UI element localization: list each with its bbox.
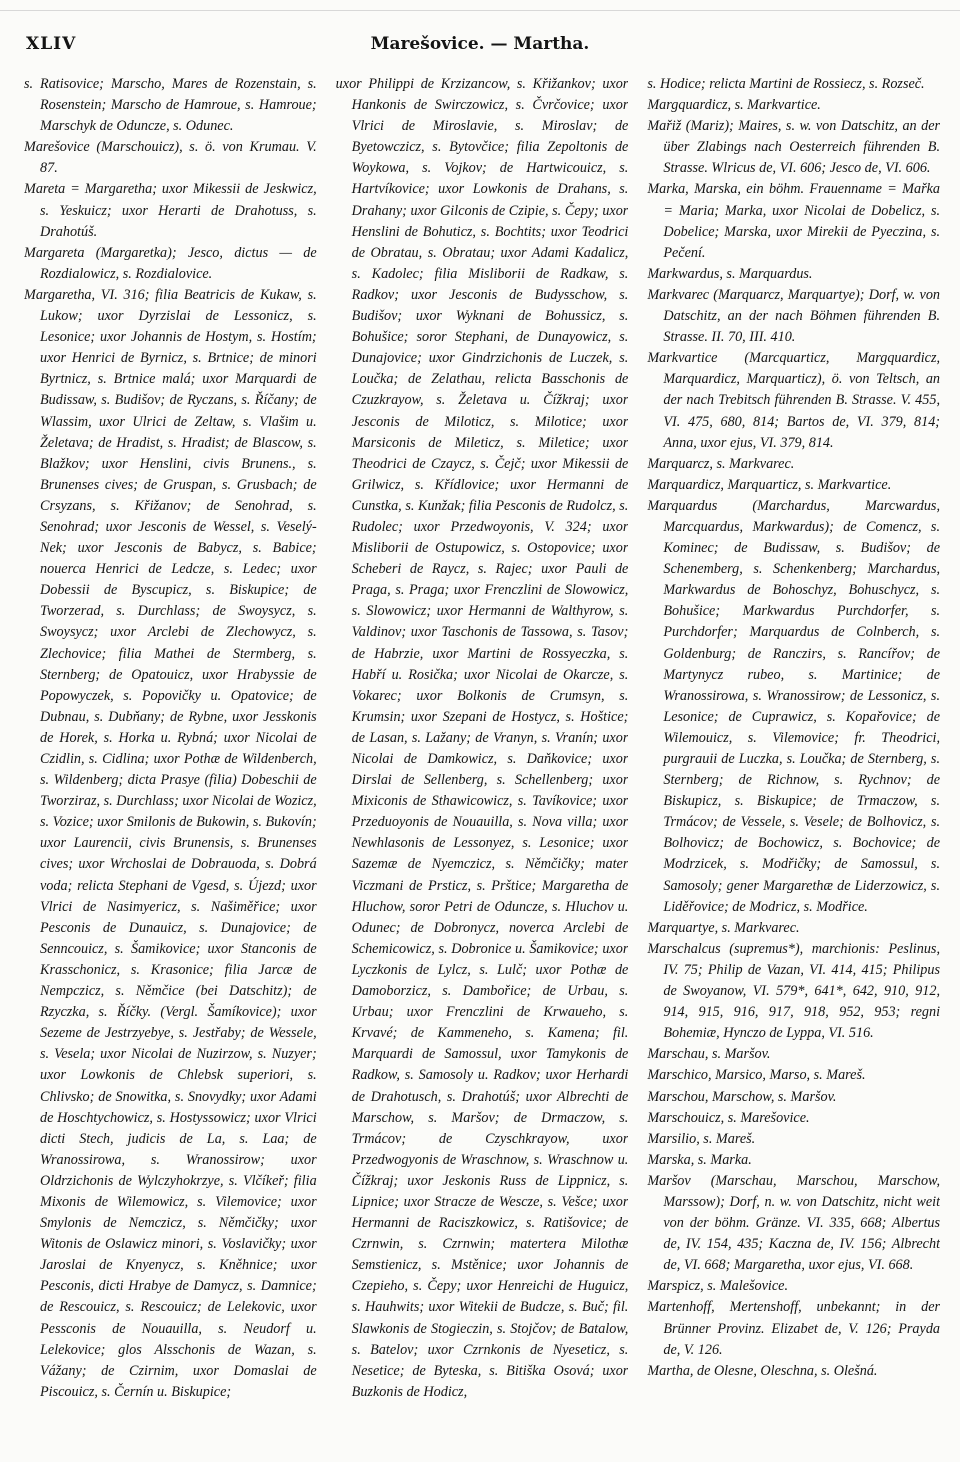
dictionary-entry: Marešovice (Marschouicz), s. ö. von Krumau. V. 87. <box>24 139 317 177</box>
column-1 <box>24 74 317 1452</box>
dictionary-entry: s. Hodice; relicta Martini de Rossiecz, s. Rozseč. <box>647 76 925 92</box>
dictionary-entry: s. Ratisovice; Marscho, Mares de Rozenstain, s. Rosenstein; Marscho de Hamroue, s. Hamroue; Marschyk de Oduncze, s. Odunec. <box>24 76 317 135</box>
page-header <box>26 34 934 64</box>
dictionary-entry: Marschalcus (supremus*), marchionis: Peslinus, IV. 75; Philip de Vazan, VI. 414, 415; Philipus de Swoyanow, VI. 579*, 641*, 642, 910, 912, 914, 915, 916, 917, 918, 952, 953; regni Bohemiæ, Hynczo de Lyppa, VI. 516. <box>647 940 941 1042</box>
dictionary-entry: Martenhoff, Mertenshoff, unbekannt; in der Brünner Provinz. Elizabet de, V. 126; Prayda de, V. 126. <box>647 1299 941 1358</box>
dictionary-entry: Margquardicz, s. Markvartice. <box>647 97 821 114</box>
dictionary-entry: Marquartye, s. Markvarec. <box>647 919 800 936</box>
text-columns <box>24 74 940 1452</box>
dictionary-entry: Martha, de Olesne, Oleschna, s. Olešná. <box>647 1362 878 1379</box>
column-2 <box>336 74 629 1452</box>
dictionary-entry: Maršov (Marschau, Marschou, Marschow, Marssow); Dorf, n. w. von Datschitz, nicht weit von der böhm. Gränze. VI. 335, 668; Albertus de, IV. 154, 435; Kaczna de, IV. 156; Albrecht de, VI. 668; Margaretha, uxor ejus, VI. 668. <box>647 1172 941 1274</box>
dictionary-entry: Margareta (Margaretka); Jesco, dictus — de Rozdialowicz, s. Rozdialovice. <box>24 244 317 282</box>
dictionary-entry: Marspicz, s. Malešovice. <box>647 1278 789 1295</box>
running-title: Marešovice. — Martha. <box>370 34 590 54</box>
column-3 <box>647 74 940 1452</box>
dictionary-entry: Marquardus (Marchardus, Marcwardus, Marcquardus, Markwardus); de Comencz, s. Kominec; de Budissaw, s. Budišov; de Schenemberg, s. Schenkenberg; Marchardus, Markwardus de Bohoschyz, Bohuschycz, s. Bohušice; Markwardus Purchdorfer, s. Purchdorfer; Marquardus de Colnberch, s. Goldenburg; de Ranczirs, s. Rancířov; de Martynycz rubeo, s. Martinice; de Wranossirowa, s. Wranossirow; de Lessonicz, s. Lesonice; de Cuprawicz, s. Kopařovice; de Wilemouicz, s. Vilemovice; fr. Theodrici, purgrauii de Luczka, s. Loučka; de Sternberg, s. Sternberg; de Richnow, s. Rychnov; de Biskupicz, s. Biskupice; de Trmaczow, s. Trmácov; de Vessele, s. Vesele; de Bolhovicz, s. Bolhovicz; de Bochowicz, s. Bochovice; de Modrzicek, s. Modřičky; de Samossul, s. Samosoly; gener Margarethæ de Liderzowicz, s. Liděřovice; de Modricz, s. Modřice. <box>647 497 941 915</box>
dictionary-entry: Marsilio, s. Mareš. <box>647 1130 756 1147</box>
dictionary-entry: Marschau, s. Maršov. <box>647 1046 771 1063</box>
dictionary-entry: Markvartice (Marcquarticz, Margquardicz, Marquardicz, Marquarticz), ö. von Teltsch, an der nach Trebitsch führenden B. Strasse. V. 455, VI. 475, 680, 814; Bartos de, VI. 379, 814; Anna, uxor ejus, VI. 379, 814. <box>647 350 941 451</box>
dictionary-entry: Marschico, Marsico, Marso, s. Mareš. <box>647 1067 866 1084</box>
dictionary-entry: Marschou, Marschow, s. Maršov. <box>647 1088 837 1105</box>
dictionary-entry: Marquarcz, s. Markvarec. <box>647 455 795 472</box>
dictionary-entry: Marka, Marska, ein böhm. Frauenname = Mařka = Maria; Marka, uxor Nicolai de Dobelicz, s. Dobelice; Marska, uxor Mirekii de Pyeczina, s. Pečení. <box>647 181 941 261</box>
dictionary-entry: Marschouicz, s. Marešovice. <box>647 1109 810 1126</box>
dictionary-entry: Mareta = Margaretha; uxor Mikessii de Jeskwicz, s. Yeskuicz; uxor Herarti de Drahotuss, s. Drahotúš. <box>24 181 317 240</box>
dictionary-entry: Markwardus, s. Marquardus. <box>647 265 813 282</box>
dictionary-entry: uxor Philippi de Krzizancow, s. Křižankov; uxor Hankonis de Swirczowicz, s. Čvrčovice; uxor Vlrici de Miroslavie, s. Miroslav; de Byetowczicz, s. Bytovčice; filia Zepoltonis de Woykowa, s. Vojkov; de Hartwicouicz, s. Hartvíkovice; uxor Lowkonis de Drahans, s. Drahany; uxor Gilconis de Czipie, s. Čepy; uxor Henslini de Bohuticz, s. Bochtits; uxor Teodrici de Obratau, s. Obratau; uxor Adami Kadalicz, s. Kadolec; filia Misliborii de Radkaw, s. Radkov; uxor Jesconis de Budysschow, s. Budišov; uxor Wyknani de Bohussicz, s. Bohušice; soror Stephani, de Dunayowicz, s. Dunajovice; uxor Gindrzichonis de Luczek, s. Loučka; de Zelathau, relicta Basschonis de Czuzkrayow, s. Želetava u. Čížkraj; uxor Jesconis de Miloticz, s. Milotice; uxor Marsiconis de Mileticz, s. Miletice; uxor Theodrici de Czaycz, s. Čejč; uxor Mikessii de Grilwicz, s. Křídlovice; uxor Hermanni de Cunstka, s. Kunžak; filia Pesconis de Rudolcz, s. Rudolec; uxor Przedwoyonis, V. 324; uxor Misliborii de Ostupowicz, s. Ostopovice; uxor Scheberi de Raycz, s. Rajec; uxor Pauli de Praga, s. Praga; uxor Frenczlini de Slowowicz, s. Slowowicz; uxor Hermanni de Walthyrow, s. Valdinov; uxor Taschonis de Tassowa, s. Tasov; de Habrzie, uxor Martini de Rossyeczka, s. Habří u. Rosička; uxor Nicolai de Okarcze, s. Vokarec; uxor Bolkonis de Crumsyn, s. Krumsin; uxor Szepani de Hostycz, s. Hoštice; de Lasan, s. Lažany; de Vranyn, s. Vranín; uxor Nicolai de Damkowicz, s. Daňkovice; uxor Dirslai de Sellenberg, s. Schellenberg; uxor Mixiconis de Sthawicowicz, s. Tavíkovice; uxor Przeduoyonis de Nouauilla, s. Nova villa; uxor Newhlasonis de Lessonyez, s. Lesonice; uxor Sazemæ de Nyemczicz, s. Němčičky; mater Viczmani de Prsticz, s. Prštice; Margaretha de Hluchow, soror Petri de Oduncze, s. Hluchov u. Odunec; de Dobronycz, noverca Arclebi de Schemicowicz, s. Dobronice u. Šamikovice; uxor Lyczkonis de Lylcz, s. Lulč; uxor Pothæ de Damoborzicz, s. Dambořice; de Urbau, s. Urbau; uxor Frenczlini de Krwaueho, s. Krvavé; de Kammeneho, s. Kamena; fil. Marquardi de Samossul, uxor Tamykonis de Radkow, s. Samosoly u. Radkov; uxor Herhardi de Drahotusch, s. Drahotúš; uxor Albrechti de Marschow, s. Maršov; de Drmaczow, s. Trmácov; de Czyschkrayow, uxor Przedwogyonis de Wraschnow, s. Wraschnow u. Čížkraj; uxor Jeskonis Russ de Lippnicz, s. Lipnice; uxor Stracze de Wescze, s. Vešce; uxor Hermanni de Raciszkowicz, s. Ratišovice; de Czrnwin, s. Czrnwin; matertera Milothæ Semstienicz, s. Mstěnice; uxor Johannis de Czepieho, s. Čepy; uxor Henreichi de Huguicz, s. Hauhwits; uxor Witekii de Budcze, s. Buč; fil. Slawkonis de Stogieczin, s. Stojčov; de Batalow, s. Batelov; uxor Czrnkonis de Nyeseticz, s. Nesetice; de Byteska, s. Bitiška Osová; uxor Buzkonis de Hodicz, <box>335 76 629 1400</box>
dictionary-entry: Markvarec (Marquarcz, Marquartye); Dorf, w. von Datschitz, an der nach Böhmen führenden B. Strasse. II. 70, III. 410. <box>647 286 941 346</box>
dictionary-entry: Margaretha, VI. 316; filia Beatricis de Kukaw, s. Lukow; uxor Dyrzislai de Lessonicz, s. Lesonice; uxor Johannis de Hostym, s. Hostím; uxor Henrici de Byrnicz, s. Brtnice; de minori Byrtnicz, s. Brtnice malá; uxor Marquardi de Budissaw, s. Budišov; de Ryczans, s. Říčany; de Wlassim, uxor Ulrici de Zeltaw, s. Vlašim u. Želetava; de Hradist, s. Hradist; de Blascow, s. Blažkov; uxor Henslini, civis Brunens., s. Brunenses cives; de Gruspan, s. Grusbach; de Crsyzans, s. Křižanov; de Senohrad, s. Senohrad; uxor Jesconis de Wessel, s. Veselý-Nek; uxor Jesconis de Babycz, s. Babice; nouerca Henrici de Ledcze, s. Ledec; uxor Dobessii de Byscupicz, s. Biskupice; de Tworzerad, s. Durchlass; de Swoysycz, s. Swoysycz; uxor Arclebi de Zlechowycz, s. Zlechovice; filia Mathei de Stermberg, s. Sternberg; de Opatouicz, uxor Hrabyssie de Popowyczek, s. Popovičky u. Opatovice; de Dubnau, s. Dubňany; de Rybne, uxor Jesskonis de Horek, s. Horka u. Rybná; uxor Nicolai de Czidlin, s. Cidlina; uxor Pothæ de Wildenberch, s. Wildenberg; dicta Prasye (filia) Dobeschii de Tworziraz, s. Durchlass; uxor Nicolai de Wozicz, s. Vozice; uxor Smilonis de Bukowin, s. Bukovín; uxor Laurencii, civis Brunensis, s. Brunenses cives; uxor Wrchoslai de Dobrauoda, s. Dobrá voda; relicta Stephani de Vgesd, s. Újezd; uxor Vlrici de Nasimyericz, s. Našiměřice; uxor Pesconis de Dunauicz, s. Dunajovice; de Senncouicz, s. Šamikovice; uxor Stanconis de Krasschonicz, s. Krasonice; filia Jarcæ de Nempczicz, s. Němčice (bei Datschitz); de Rzyczka, s. Říčky. (Vergl. Šamíkovice); uxor Sezeme de Jestrzyebye, s. Jestřaby; de Wessele, s. Vesela; uxor Nicolai de Nuzirzow, s. Nuzyer; uxor Lowkonis de Chlebsk superiori, s. Chlivsko; de Snowitka, s. Snovydky; uxor Adami de Hoschtychowicz, s. Hostyssowicz; uxor Vlrici dicti Stech, judicis de La, s. Laa; de Wranossirowa, s. Wranossirow; uxor Oldrzichonis de Wylczyhokrzye, s. Vlčíkeř; filia Mixonis de Wilemowicz, s. Vilemovice; uxor Smylonis de Nemczicz, s. Němčičky; uxor Witonis de Oslawicz minori, s. Voslavičky; uxor Jaroslai de Knyenycz, s. Kněhnice; uxor Pesconis, dicti Hrabye de Damycz, s. Damnice; de Rescouicz, s. Rescouicz; de Lelekovic, uxor Pessconis de Nouauilla, s. Neudorf u. Lelekovice; glos Alsschonis de Wazan, s. Vážany; de Czirnim, uxor Domaslai de Piscouicz, s. Černín u. Biskupice; <box>24 286 317 1400</box>
page-number: XLIV <box>26 34 77 54</box>
dictionary-entry: Marska, s. Marka. <box>647 1151 752 1168</box>
dictionary-entry: Mařiž (Mariz); Maires, s. w. von Datschitz, an der über Zlabings nach Oesterreich führenden B. Strasse. Wlricus de, VI. 606; Jesco de, VI. 606. <box>647 118 941 177</box>
top-rule <box>0 10 960 11</box>
dictionary-entry: Marquardicz, Marquarticz, s. Markvartice. <box>647 476 892 493</box>
